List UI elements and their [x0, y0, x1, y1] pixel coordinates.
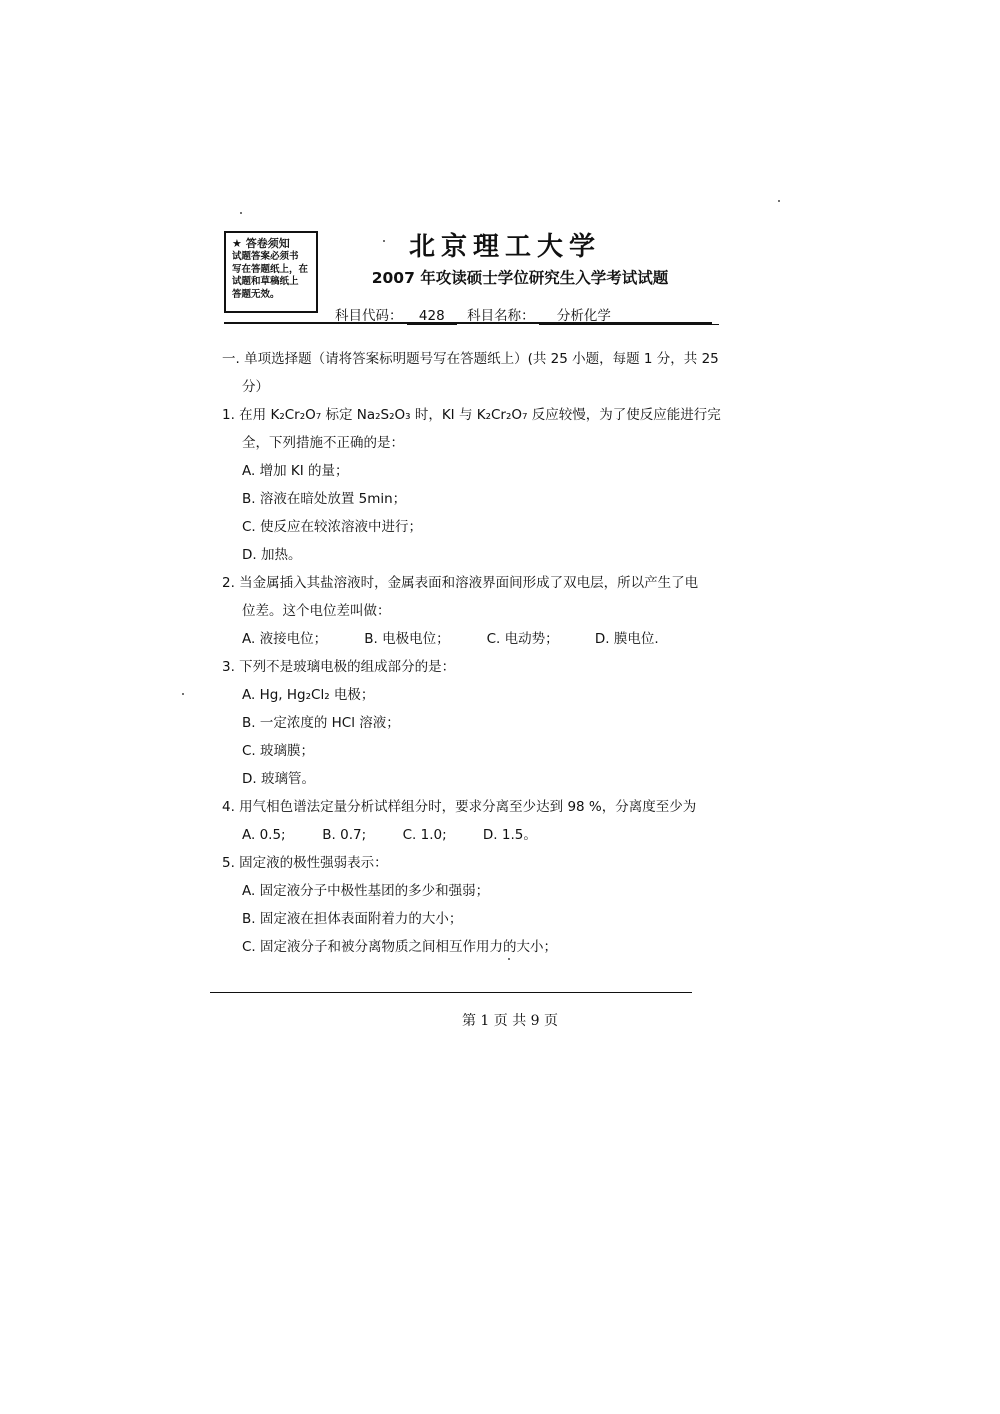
header-rule: [224, 322, 712, 324]
name-value: 分析化学: [539, 304, 719, 325]
question-stem-cont: 位差。这个电位差叫做：: [242, 603, 391, 619]
university-name: 北京理工大学: [408, 232, 601, 262]
option: B. 0.7;: [322, 827, 367, 843]
notice-line: 试题和草稿纸上: [232, 276, 299, 287]
notice-line: 写在答题纸上，在: [232, 263, 309, 275]
exam-content: [222, 345, 722, 961]
exam-title: 2007 年攻读硕士学位研究生入学考试试题: [371, 269, 669, 287]
option: C. 固定液分子和被分离物质之间相互作用力的大小；: [242, 939, 558, 955]
option: A. 增加 KI 的量；: [242, 463, 349, 479]
code-value: 428: [407, 308, 457, 325]
option: C. 玻璃膜；: [242, 743, 315, 759]
section-heading-cont: 分）: [242, 379, 269, 395]
page-number: 第 1 页 共 9 页: [461, 1013, 559, 1029]
scan-speck: [383, 240, 385, 242]
question-stem: 3. 下列不是玻璃电极的组成部分的是：: [222, 659, 456, 675]
option: B. 固定液在担体表面附着力的大小；: [242, 911, 463, 927]
footer-rule: [210, 992, 692, 993]
scan-speck: [182, 693, 184, 695]
option: A. 0.5;: [242, 827, 286, 843]
name-label: 科目名称：: [467, 308, 535, 324]
option: D. 膜电位.: [594, 631, 659, 647]
question-stem: 5. 固定液的极性强弱表示：: [222, 855, 388, 871]
option: B. 溶液在暗处放置 5min；: [242, 491, 407, 507]
option: B. 一定浓度的 HCl 溶液；: [242, 715, 400, 731]
option: A. 固定液分子中极性基团的多少和强弱；: [242, 883, 490, 899]
scan-speck: [508, 958, 510, 960]
option-row: [222, 625, 722, 653]
section-heading: 一. 单项选择题（请将答案标明题号写在答题纸上）(共 25 小题，每题 1 分，共 25: [222, 351, 719, 367]
code-label: 科目代码：: [335, 308, 403, 324]
question-stem-cont: 全，下列措施不正确的是：: [242, 435, 404, 451]
option-row: [222, 821, 722, 849]
option: B. 电极电位；: [364, 631, 450, 647]
question-stem: 1. 在用 K₂Cr₂O₇ 标定 Na₂S₂O₃ 时，KI 与 K₂Cr₂O₇ 反应较慢，为了使反应能进行完: [222, 407, 721, 423]
notice-line: 试题答案必须书: [232, 251, 299, 262]
scan-speck: [240, 212, 242, 214]
option: D. 1.5。: [482, 827, 537, 843]
option: C. 电动势；: [486, 631, 559, 647]
option: D. 玻璃管。: [242, 771, 315, 787]
option: C. 1.0;: [402, 827, 447, 843]
option: A. Hg, Hg₂Cl₂ 电极；: [242, 687, 375, 703]
notice-title: ★ 答卷须知: [232, 237, 290, 250]
option: C. 使反应在较浓溶液中进行；: [242, 519, 423, 535]
scan-speck: [778, 200, 780, 202]
question-stem: 2. 当金属插入其盐溶液时，金属表面和溶液界面间形成了双电层，所以产生了电: [222, 575, 699, 591]
notice-line: 答题无效。: [232, 288, 280, 300]
question-stem: 4. 用气相色谱法定量分析试样组分时，要求分离至少达到 98 %，分离度至少为: [222, 799, 697, 815]
option: A. 液接电位；: [242, 631, 328, 647]
option: D. 加热。: [242, 547, 302, 563]
